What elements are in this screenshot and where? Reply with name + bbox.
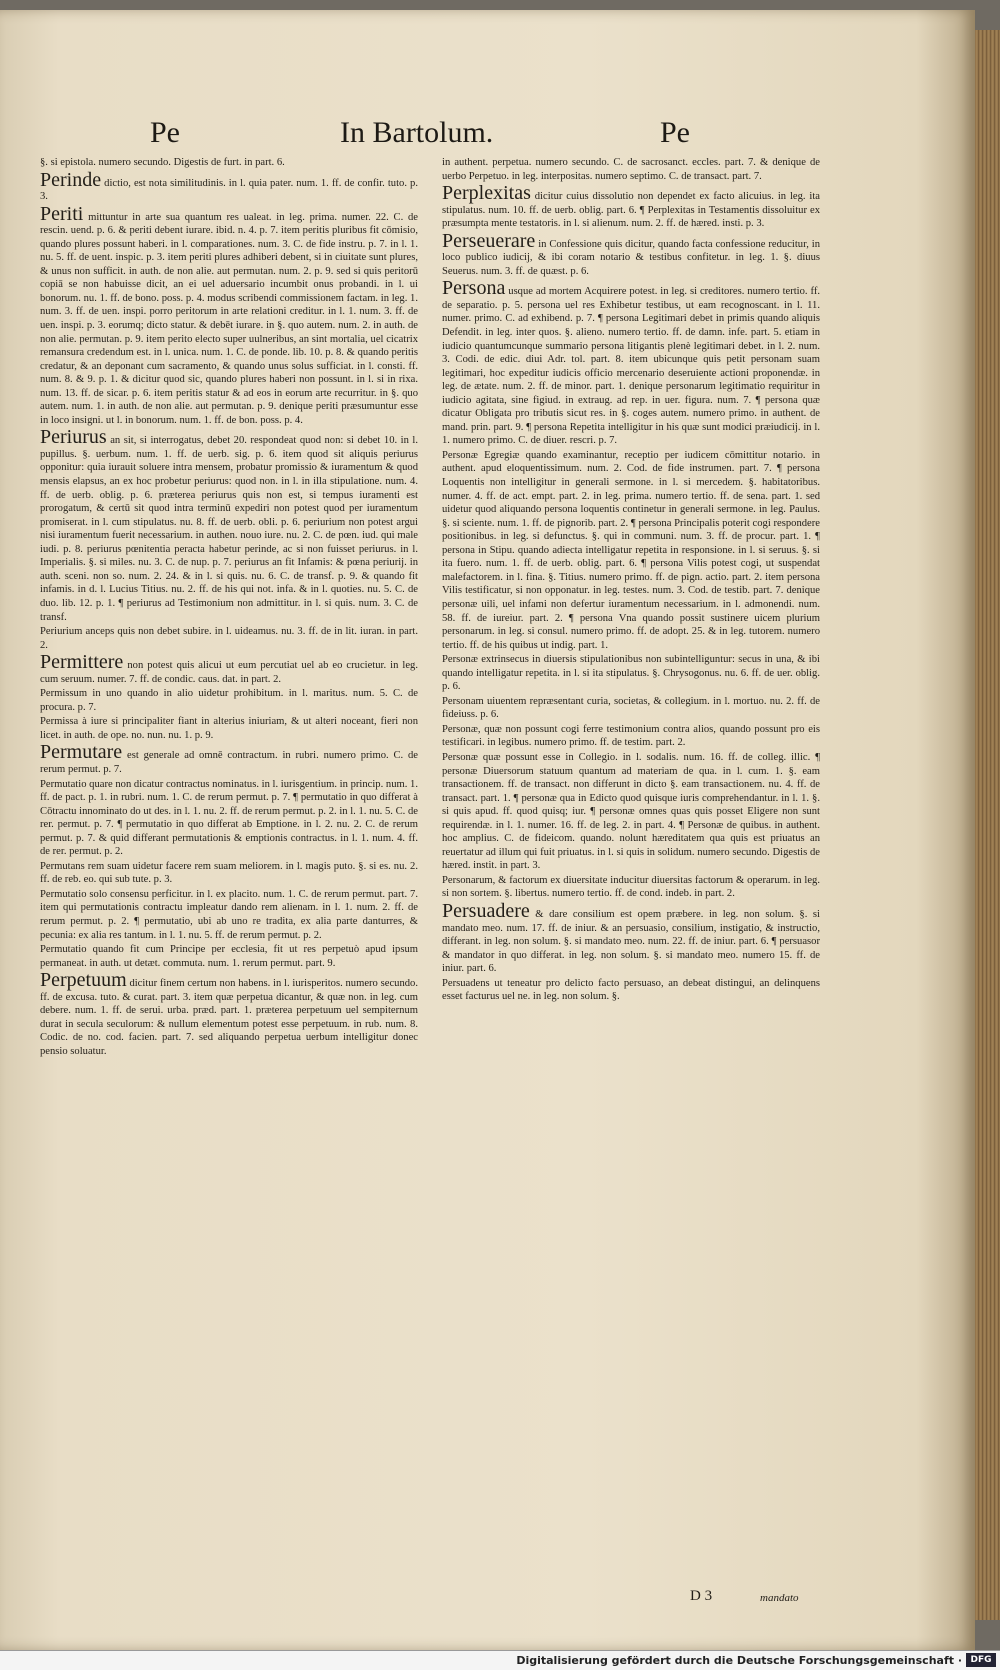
right-column bbox=[442, 156, 820, 1576]
entry-text: in authent. perpetua. numero secundo. C. de sacrosanct. eccles. part. 7. & denique de uerbo Perpetuo. in leg. interpositas. numero septimo. C. de transact. part. 7. bbox=[442, 157, 820, 182]
entry-text: Persuadens ut teneatur pro delicto facto persuaso, an debeat distingui, an delinquens esset facturus uel ne. in leg. non solum. §. bbox=[442, 977, 820, 1003]
index-entry bbox=[40, 687, 418, 714]
entry-text: Personæ extrinsecus in diuersis stipulationibus non subintelliguntur: secus in una, & ibi quando intelligatur repetita. in l. si ita stipulatus. §. Chrysogonus. nu. 6. ff. de uer. oblig. p. 6. bbox=[442, 654, 820, 693]
entry-headword: Persuadere bbox=[442, 899, 530, 922]
entry-text: non potest quis alicui ut eum percutiat uel ab eo crucietur. in leg. cum seruum. numer. 7. ff. de condic. caus. dat. in part. 2. bbox=[40, 660, 418, 685]
entry-text: Permutatio solo consensu perficitur. in l. ex placito. num. 1. C. de rerum permut. part. 7. item qui permutationis contractu impleatur dando rem alienam. in l. 1. num. 2. ff. de rerum permut. p. 2. ¶ permutatio, ubi ab uno re tradita, ex alia parte danturres, & pecunia: ex alia res tantum. in l. 1. nu. 5. ff. de rerum permut. p. 2. bbox=[40, 888, 418, 941]
entry-headword: Perinde bbox=[40, 168, 102, 191]
index-entry bbox=[40, 156, 418, 170]
index-entry bbox=[40, 168, 418, 204]
index-entry bbox=[40, 715, 418, 742]
entry-text: usque ad mortem Acquirere potest. in leg. si creditores. numero tertio. ff. de separatio. p. 5. persona uel res Exhibetur testibus, ut eam recognoscant. in l. 11. numer. primo. C. ad exhibend. p. 7. ¶ persona Legitimari debet in primis quando aliquis Defendit. in leg. inter quos. §. alieno. numero tertio. ff. de damn. infe. part. 5. etiam in iudicio quantumcunque summario persona litigantis plenè legitimari debet. in l. 2. num. 3. Codi. de edic. diui Adr. tol. part. 8. item ubicunque quis petit personam suam legitimari, hoc expeditur iudicis officio mercenario deseruiente actioni proponendæ. in leg. de ætate. num. 2. ff. de minor. part. 1. denique personarum legitimatio requiritur in iudicio agitata, sine figiud. in extraug. ad rep. in uer. figura. num. 7. ¶ persona quæ dicatur Obligata pro tributis sicut res. in §. coges autem. numero primo. in authent. de mand. prin. part. 9. ¶ persona Repetita intelligitur in his quæ sunt modici præiudicij. in l. 1. numero primo. C. de diuer. rescri. p. 7. bbox=[442, 286, 820, 447]
dfg-logo: DFG bbox=[966, 1653, 996, 1667]
entry-text: Permutans rem suam uidetur facere rem suam meliorem. in l. magis puto. §. si es. nu. 2. ff. de reb. eo. qui sub tute. p. 3. bbox=[40, 860, 418, 886]
entry-headword: Perplexitas bbox=[442, 182, 531, 205]
digitization-footer bbox=[0, 1650, 1000, 1670]
entry-headword: Perpetuum bbox=[40, 969, 127, 992]
index-entry bbox=[40, 202, 418, 428]
index-entry bbox=[442, 184, 820, 231]
index-entry bbox=[40, 888, 418, 942]
index-entry bbox=[442, 229, 820, 279]
entry-text: §. si epistola. numero secundo. Digestis de furt. in part. 6. bbox=[40, 157, 285, 168]
entry-text: an sit, si interrogatus, debet 20. respondeat quod non: si debet 10. in l. pupillus. §. uerbum. num. 1. ff. de uerb. sig. p. 6. item quod sit aliquis periurus opponitur: quia iurauit soluere intra mensem, probatur promissio & iuramentum & quod mensis elapsus, an ex hoc probetur periurus: quod non. in l. in illa stipulatione. num. 4. ff. de uerb. oblig. p. 6. præterea periurus quis non est, si tempus iuramenti est prorogatum, & certū sit quod intra terminū expediri non potest quod per iuramentum promiserat. in l. cum stipulatus. nu. 8. ff. de uerb. obli. p. 6. periurium non potest argui nisi iuramentum fuerit necessarium. in authen. nouo iure. nu. 2. C. de pœn. iud. qui male iudi. p. 8. periurus pœnitentia peracta habetur perinde, ac si non fuisset periurus. in l. Imperialis. §. si miles. nu. 3. C. de nup. p. 7. periurus an fit Infamis: & pœna periurij. in auth. sceni. non so. num. 2. 24. & in l. si quis. nu. 6. C. de transf. p. 9. & quando fit infamis. in d. l. Lucius Titius. nu. 2. ff. de his qui not. infa. & in l. quoties. nu. 5. C. de duo. lib. 12. p. 1. ¶ periurus ad Testimonium non admittitur. in l. si quis. num. 3. C. de transf. bbox=[40, 435, 418, 623]
entry-text: mittuntur in arte sua quantum res ualeat. in leg. prima. numer. 22. C. de rescin. uend. p. 6. & periti debent iurare. ibid. n. 4. p. 7. item peritis pluribus fit cōmisio, quando plures possunt haberi. in l. comparationes. num. 3. C. de fide instru. p. 7. in l. 1. nu. 5. ff. de uent. inspic. p. 3. item periti plures adhiberi debent, si in ciuitate sunt plures, & unus non sufficit. in auth. de non alie. aut permutan. num. 2. p. 9. sed si quis peritorū copiā se non habuisse dicit, an ei uel aduersario incumbit onus probandi. in l. ui bonorum. nu. 1. ff. de bono. poss. p. 4. modus scribendi commissionem factam. in leg. 1. num. 3. ff. de uen. inspi. porro peritorum in arte relationi creditur. in l. 1. num. 3. ff. de uen. inspi. p. 3. eorumq; dicto statur. & debēt iurare. in §. quo autem. num. 2. in auth. de non alie. permutan. p. 9. item perito electo super uulneribus, an sint mortalia, uel cicatrix remansura credendum est. in l. unica. num. 1. C. de ponde. lib. 10. p. 8. & quando peritis credatur, & an deponant cum sacramento, & quando unus solus sufficiat. in l. consti. ff. num. 8. & 9. p. 1. & dicitur quod sic, quando plures haberi non possunt. in l. si in rixa. num. 13. ff. de sicar. p. 6. item peritis statur & ad eos in eorum arte recurritur. in §. quo autem. num. 1. in auth. de non alie. aut permutan. p. 9. denique periti præsumuntur esse in loco insigni. ut l. in bonorum. num. 1. ff. de bon. poss. p. 4. bbox=[40, 211, 418, 426]
entry-text: Personæ quæ possunt esse in Collegio. in l. sodalis. num. 16. ff. de colleg. illic. ¶ personæ Diuersorum statuum quantum ad materiam de qua. in l. cum. 1. §. eam transactionem. ff. de transact. non differunt in dicto §. eam transactionem. nu. 4. ff. de transact. part. 1. ¶ personæ qua in Edicto quod quisque iuris comprehendantur. in l. 1. §. si quis apud. ff. quod quisq; iur. ¶ personæ omnes quas quis posset Eligere non sunt requirendæ. in l. 1. numer. 16. ff. de leg. 2. in part. 4. ¶ Personæ de quibus. in authent. hoc amplius. C. de fideicom. quando. nolunt hæreditatem qua quis est priuatus an reuertatur ad illum qui fuit priuatus. in l. si quis in solidum. numero secundo. Digestis de hæred. instit. in part. 3. bbox=[442, 751, 820, 872]
entry-text: Permutatio quare non dicatur contractus nominatus. in l. iurisgentium. in princip. num. 1. ff. de pact. p. 1. in rubri. num. 1. C. de rerum permut. p. 7. ¶ permutatio in quo differat à Cōtractu innominato do ut des. in l. 1. nu. 2. ff. de rerum permut. p. 2. in l. 1. nu. 5. C. de rer. permut. p. 7. ¶ permutatio in quo differat ab Emptione. in l. 2. nu. 2. C. de rerum permut. p. 7. & quid differant permutationis & emptionis contractus. in l. 1. num. 4. ff. de rer. permut. p. 2. bbox=[40, 778, 418, 858]
entry-text: dicitur cuius dissolutio non dependet ex facto alicuius. in leg. ita stipulatus. num. 10. ff. de uerb. oblig. part. 6. ¶ Perplexitas in Testamentis dissoluitur ex præsumpta mente testatoris. in l. si alienum. num. 2. ff. de hæred. insti. p. 3. bbox=[442, 191, 820, 230]
entry-text: Periurium anceps quis non debet subire. in l. uideamus. nu. 3. ff. de in lit. iuran. in part. 2. bbox=[40, 626, 418, 651]
entry-headword: Periti bbox=[40, 202, 84, 225]
entry-text: in Confessione quis dicitur, quando facta confessione reducitur, in loco publico iudicij, & ibi coram notario & testibus confitetur. in leg. 1. §. diuus Seuerus. num. 3. ff. de quæst. p. 6. bbox=[442, 238, 820, 277]
page-edge bbox=[975, 30, 1000, 1620]
index-entry bbox=[442, 977, 820, 1004]
entry-text: Permissa à iure si principaliter fiant in alterius iniuriam, & ut alteri noceant, fieri non licet. in auth. de ope. no. nun. nu. 1. p. 9. bbox=[40, 716, 418, 741]
index-entry bbox=[40, 625, 418, 652]
index-entry bbox=[40, 428, 418, 624]
entry-headword: Permittere bbox=[40, 651, 124, 674]
entry-text: Personarum, & factorum ex diuersitate inducitur diuersitas factorum & operarum. in leg. si non sortem. §. libertus. numero tertio. ff. de cond. indeb. in part. 2. bbox=[442, 874, 820, 900]
index-entry bbox=[40, 971, 418, 1058]
entry-headword: Periurus bbox=[40, 426, 107, 449]
index-entry bbox=[40, 653, 418, 686]
index-entry bbox=[442, 874, 820, 901]
index-entry bbox=[442, 653, 820, 694]
index-entry bbox=[442, 156, 820, 183]
entry-text: Permissum in uno quando in alio uidetur prohibitum. in l. maritus. num. 5. C. de procura. p. 7. bbox=[40, 688, 418, 713]
catchword: mandato bbox=[760, 1592, 799, 1604]
index-entry bbox=[442, 899, 820, 976]
running-head-right: Pe bbox=[660, 116, 690, 149]
entry-text: & dare consilium est opem præbere. in leg. non solum. §. si mandato meo. num. 17. ff. de iniur. & an persuasio, consilium, instigatio, & instructio, differant. in leg. non solum. §. si mandato meo. num. 22. ff. de iniur. part. 6. ¶ persuasor & mandator in quo differat. in leg. non solum. §. si mandato meo. numero 15. ff. de iniur. part. 6. bbox=[442, 908, 820, 975]
left-column bbox=[40, 156, 418, 1576]
entry-text: est generale ad omnē contractum. in rubri. numero primo. C. de rerum permut. p. 7. bbox=[40, 750, 418, 775]
entry-headword: Perseuerare bbox=[442, 229, 536, 252]
running-head-left: Pe bbox=[150, 116, 180, 149]
index-entry bbox=[442, 723, 820, 750]
index-entry bbox=[442, 449, 820, 652]
index-entry bbox=[40, 778, 418, 859]
entry-text: dicitur finem certum non habens. in l. iurisperitos. numero secundo. ff. de excusa. tuto. & curat. part. 3. item quæ perpetua dicantur, & quæ non. in leg. cum debere. num. 1. ff. de serui. urba. præd. part. 1. præterea perpetuum uel sempiternum durat in secula seculorum: & nullum elementum potest esse perpetuum. in rub. num. 8. Codic. de no. cod. facien. part. 7. sed aliquando perpetua uerbum intelligitur donec pensio soluatur. bbox=[40, 978, 418, 1057]
entry-text: Personam uiuentem repræsentant curia, societas, & collegium. in l. mortuo. nu. 2. ff. de fideiuss. p. 6. bbox=[442, 695, 820, 721]
entry-text: Personæ Egregiæ quando examinantur, receptio per iudicem cōmittitur notario. in authent. apud eloquentissimum. num. 2. Cod. de fide instrumen. part. 7. ¶ persona Loquentis non intelligitur in generali sermone. in l. si mercedem. §. habitatoribus. numer. 4. ff. de act. empt. part. 2. in leg. prima. numero tertio. ff. de sena. part. 1. sed uidetur quod aliquando persona loquentis continetur in generali sermone. in leg. Paulus. §. si sciente. num. 1. ff. de pignorib. part. 2. ¶ persona Principalis poterit cogi respondere positionibus. in leg. si defunctus. §. qui in communi. num. 3. ff. de procur. part. 1. ¶ persona in Stipu. quando adiecta intelligatur repetita in responsione. in l. si seruus. §. si ita fuero. num. 1. ff. de uerb. oblig. part. 6. ¶ persona Vilis potest cogi, ut suspendat malefactorem. in l. fina. §. Titius. numero primo. ff. de pign. actio. part. 2. item persona Vilis testificatur, si non opponatur. in leg. testes. num. 3. Cod. de testib. part. 7. denique personæ uili, uel infami non defertur iuramentum necessarium. in l. admonendi. num. 58. ff. de iureiur. part. 2. ¶ persona Vna quando possit sustinere uicem plurium personarum. in leg. si consul. numero primo. ff. de adopt. 25. & in leg. tutorem. numero tertio. ff. de his quibus ut indig. part. 1. bbox=[442, 449, 820, 651]
book-page bbox=[0, 10, 975, 1650]
entry-text: Personæ, quæ non possunt cogi ferre testimonium contra alios, quando possunt pro eis testificari. in legibus. numero primo. ff. de testim. part. 2. bbox=[442, 723, 820, 749]
index-entry bbox=[442, 695, 820, 722]
entry-text: dictio, est nota similitudinis. in l. quia pater. num. 1. ff. de confir. tuto. p. 3. bbox=[40, 177, 418, 203]
index-entry bbox=[40, 743, 418, 776]
entry-text: Permutatio quando fit cum Principe per ecclesia, fit ut res perpetuò apud ipsum permaneat. in auth. ut detæt. commuta. num. 1. rerum permut. part. 9. bbox=[40, 944, 418, 969]
signature-mark: D 3 bbox=[690, 1588, 713, 1604]
running-head-title: In Bartolum. bbox=[340, 116, 494, 149]
entry-headword: Permutare bbox=[40, 741, 123, 764]
footer-text: Digitalisierung gefördert durch die Deutsche Forschungsgemeinschaft · bbox=[516, 1654, 962, 1667]
index-entry bbox=[40, 860, 418, 887]
entry-headword: Persona bbox=[442, 277, 506, 300]
index-entry bbox=[442, 751, 820, 873]
index-entry bbox=[40, 943, 418, 970]
index-entry bbox=[442, 279, 820, 448]
